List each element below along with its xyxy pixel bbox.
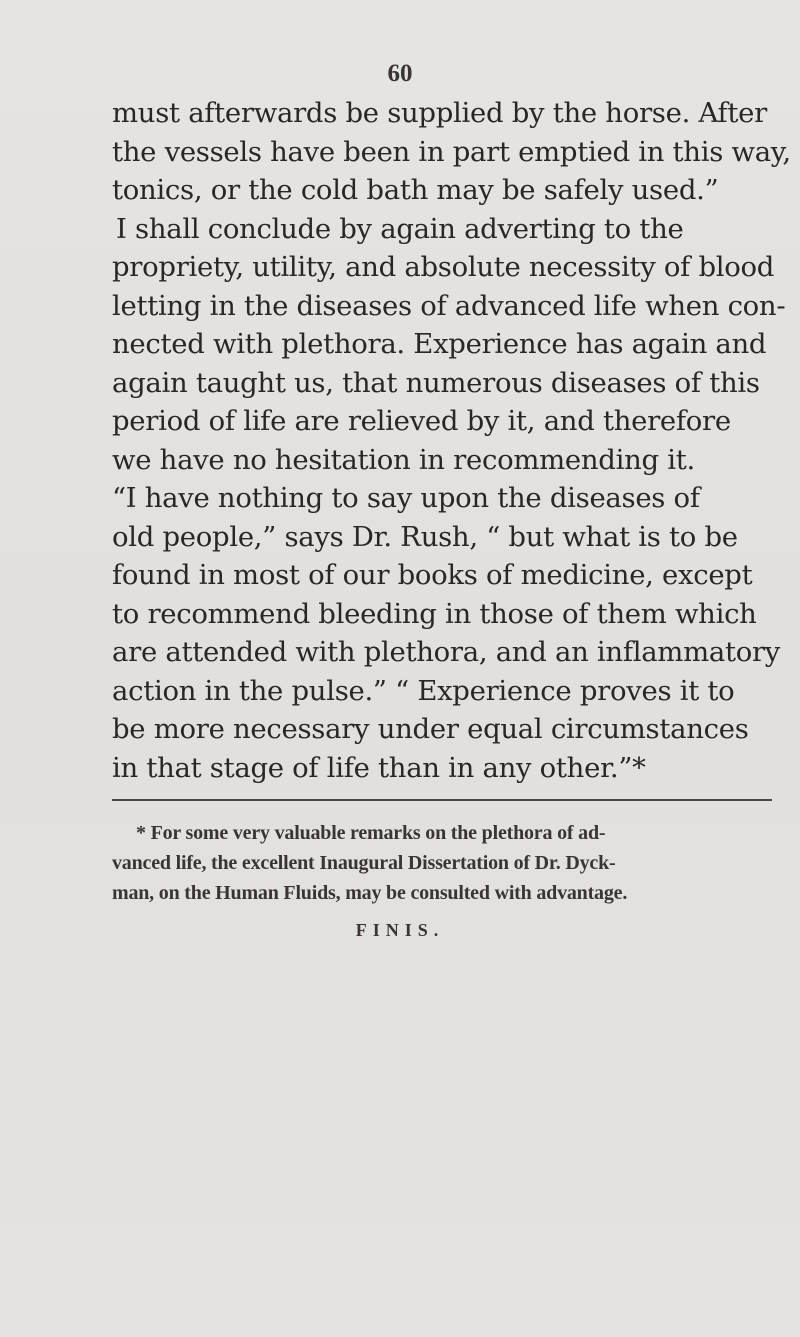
finis-mark: FINIS. xyxy=(355,920,445,940)
text-line: in that stage of life than in any other.”* xyxy=(112,751,646,784)
text-line: nected with plethora. Experience has again and xyxy=(112,328,767,360)
text-line: we have no hesitation in recommending it. xyxy=(112,443,695,476)
text-line: action in the pulse.” “ Experience proves it to xyxy=(112,674,735,707)
text-line: I shall conclude by again adverting to the xyxy=(116,212,684,245)
text-line: to recommend bleeding in those of them which xyxy=(112,597,757,630)
text-line: tonics, or the cold bath may be safely used.” xyxy=(112,174,719,206)
text-line: old people,” says Dr. Rush, “ but what is to be xyxy=(112,520,738,553)
text-line: “I have nothing to say upon the diseases of xyxy=(112,482,700,514)
footnote-line: man, on the Human Fluids, may be consulted with advantage. xyxy=(112,882,628,904)
body-text xyxy=(112,94,791,787)
text-line: found in most of our books of medicine, except xyxy=(112,559,753,591)
page-number: 60 xyxy=(387,60,413,87)
text-line: propriety, utility, and absolute necessity of blood xyxy=(112,251,775,283)
footnote-line: vanced life, the excellent Inaugural Dissertation of Dr. Dyck- xyxy=(112,852,616,874)
footnote xyxy=(112,818,772,908)
text-line: must afterwards be supplied by the horse. After xyxy=(112,97,768,129)
text-line: are attended with plethora, and an inflammatory xyxy=(112,636,781,668)
text-line: again taught us, that numerous diseases of this xyxy=(112,366,760,399)
text-line: the vessels have been in part emptied in this way, xyxy=(112,135,791,168)
text-line: period of life are relieved by it, and therefore xyxy=(112,405,731,437)
footnote-divider xyxy=(112,799,772,801)
footnote-line: * For some very valuable remarks on the plethora of ad- xyxy=(136,822,606,844)
text-line: letting in the diseases of advanced life when con- xyxy=(112,289,786,322)
text-line: be more necessary under equal circumstances xyxy=(112,713,749,745)
